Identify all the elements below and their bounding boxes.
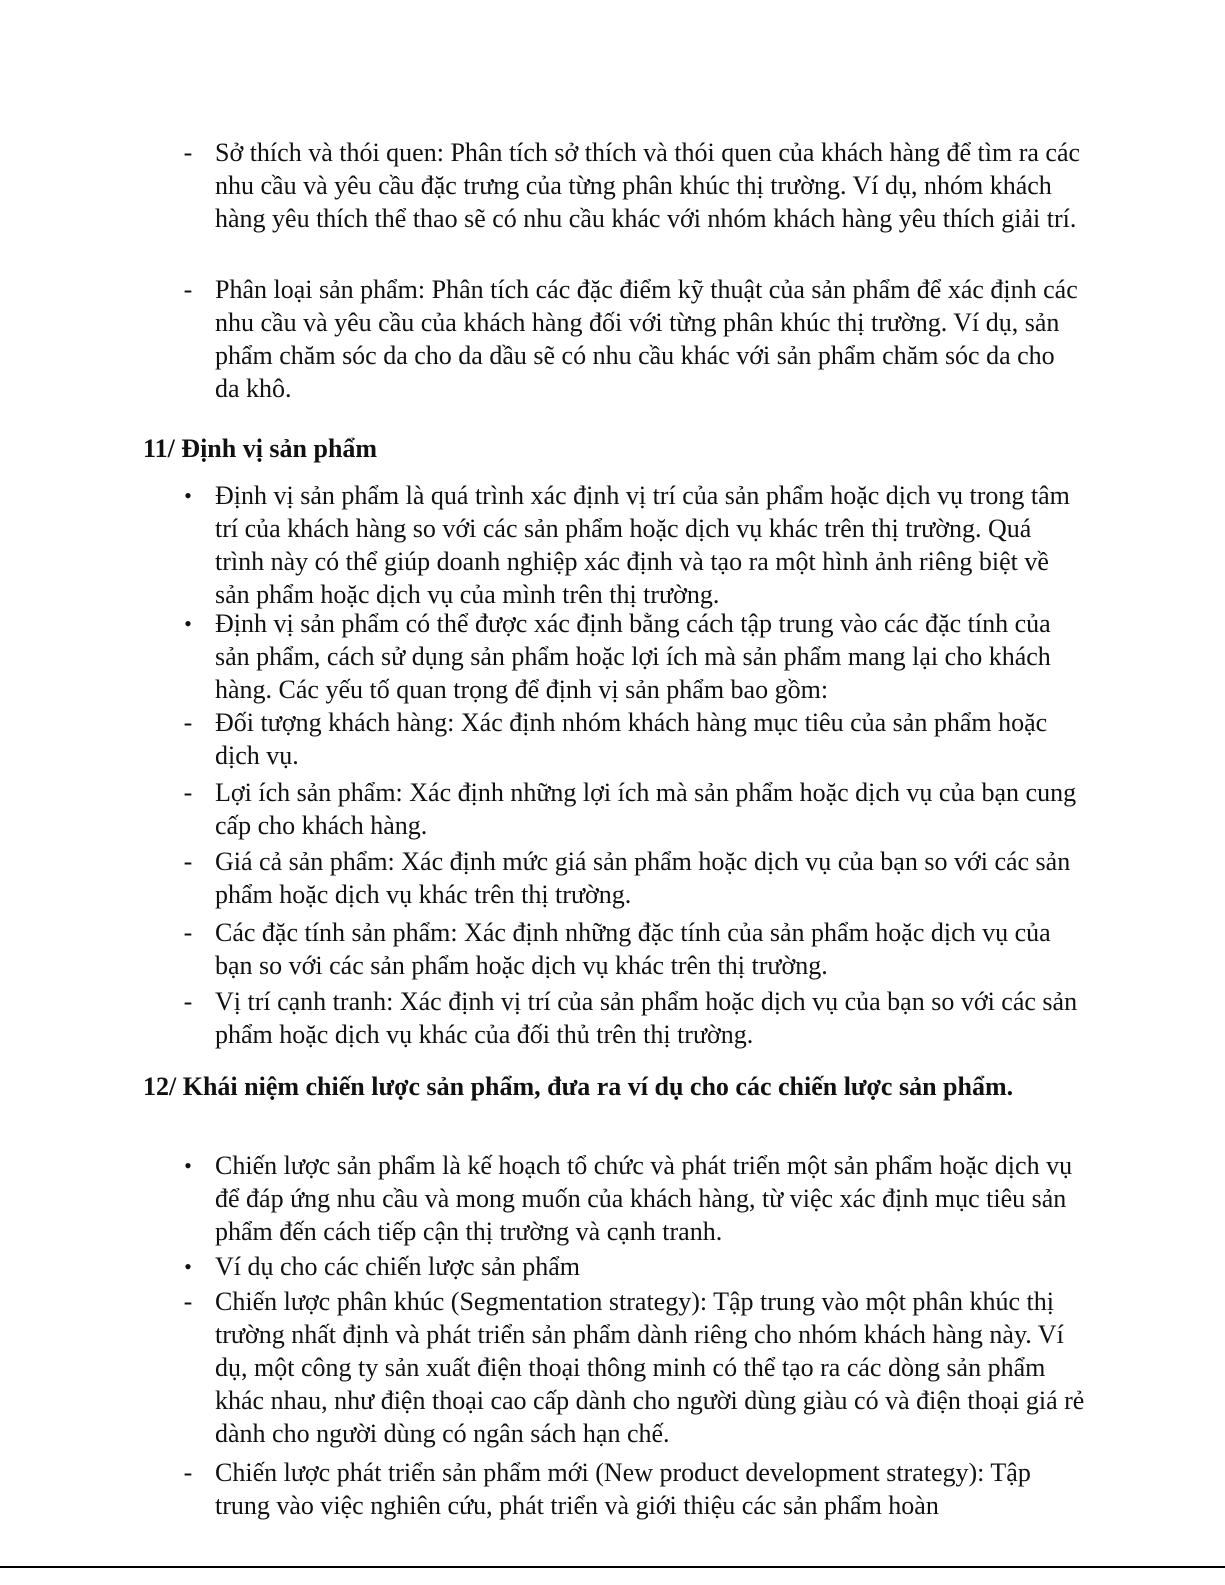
list-item	[183, 985, 1085, 1051]
list-item	[184, 1149, 1085, 1248]
list-item	[184, 1250, 1085, 1283]
list-item-text: Định vị sản phẩm có thể được xác định bằng cách tập trung vào các đặc tính của sản phẩm, cách sử dụng sản phẩm hoặc lợi ích mà sản phẩm mang lại cho khách hàng. Các yếu tố quan trọng để định vị sản phẩm bao gồm:	[215, 609, 1051, 704]
list-item	[183, 1456, 1085, 1522]
list-item	[184, 607, 1085, 706]
section-heading-12: 12/ Khái niệm chiến lược sản phẩm, đưa ra ví dụ cho các chiến lược sản phẩm.	[143, 1072, 1014, 1101]
dash-marker: -	[183, 918, 193, 947]
list-item	[183, 845, 1085, 911]
dash-marker: -	[183, 708, 193, 737]
dash-marker: -	[183, 987, 193, 1016]
list-item-text: Phân loại sản phẩm: Phân tích các đặc điểm kỹ thuật của sản phẩm để xác định các nhu cầu và yêu cầu của khách hàng đối với từng phân khúc thị trường. Ví dụ, sản phẩm chăm sóc da cho da dầu sẽ có nhu cầu khác với sản phẩm chăm sóc da cho da khô.	[215, 275, 1078, 403]
section-heading-11: 11/ Định vị sản phẩm	[143, 434, 378, 463]
list-item-text: Định vị sản phẩm là quá trình xác định vị trí của sản phẩm hoặc dịch vụ trong tâm trí của khách hàng so với các sản phẩm hoặc dịch vụ khác trên thị trường. Quá trình này có thể giúp doanh nghiệp xác định và tạo ra một hình ảnh riêng biệt về sản phẩm hoặc dịch vụ của mình trên thị trường.	[215, 481, 1070, 609]
page-bottom-border	[0, 1566, 1225, 1568]
dash-marker: -	[183, 138, 193, 167]
list-item-text: Đối tượng khách hàng: Xác định nhóm khách hàng mục tiêu của sản phẩm hoặc dịch vụ.	[215, 708, 1048, 770]
dash-marker: -	[183, 275, 193, 304]
bullet-marker: •	[184, 611, 192, 636]
list-item-text: Giá cả sản phẩm: Xác định mức giá sản phẩm hoặc dịch vụ của bạn so với các sản phẩm hoặc dịch vụ khác trên thị trường.	[215, 847, 1071, 909]
list-item-text: Chiến lược sản phẩm là kế hoạch tổ chức và phát triển một sản phẩm hoặc dịch vụ để đáp ứng nhu cầu và mong muốn của khách hàng, từ việc xác định mục tiêu sản phẩm đến cách tiếp cận thị trường và cạnh tranh.	[215, 1151, 1073, 1246]
list-item-text: Các đặc tính sản phẩm: Xác định những đặc tính của sản phẩm hoặc dịch vụ của bạn so với các sản phẩm hoặc dịch vụ khác trên thị trường.	[215, 918, 1051, 980]
list-item-text: Chiến lược phân khúc (Segmentation strategy): Tập trung vào một phân khúc thị trường nhất định và phát triển sản phẩm dành riêng cho nhóm khách hàng này. Ví dụ, một công ty sản xuất điện thoại thông minh có thể tạo ra các dòng sản phẩm khác nhau, như điện thoại cao cấp dành cho người dùng giàu có và điện thoại giá rẻ dành cho người dùng có ngân sách hạn chế.	[215, 1287, 1085, 1448]
list-item	[183, 1285, 1085, 1450]
list-item	[183, 136, 1085, 235]
list-item-text: Chiến lược phát triển sản phẩm mới (New product development strategy): Tập trung vào việc nghiên cứu, phát triển và giới thiệu các sản phẩm hoàn	[215, 1458, 1031, 1520]
list-item-text: Lợi ích sản phẩm: Xác định những lợi ích mà sản phẩm hoặc dịch vụ của bạn cung cấp cho khách hàng.	[215, 778, 1077, 840]
list-item-text: Vị trí cạnh tranh: Xác định vị trí của sản phẩm hoặc dịch vụ của bạn so với các sản phẩm hoặc dịch vụ khác của đối thủ trên thị trường.	[215, 987, 1078, 1049]
list-item	[183, 776, 1085, 842]
dash-marker: -	[183, 847, 193, 876]
bullet-marker: •	[184, 1254, 192, 1279]
list-item	[184, 479, 1085, 611]
list-item-text: Sở thích và thói quen: Phân tích sở thích và thói quen của khách hàng để tìm ra các nhu cầu và yêu cầu đặc trưng của từng phân khúc thị trường. Ví dụ, nhóm khách hàng yêu thích thể thao sẽ có nhu cầu khác với nhóm khách hàng yêu thích giải trí.	[215, 138, 1081, 233]
list-item	[183, 706, 1085, 772]
bullet-marker: •	[184, 483, 192, 508]
list-item	[183, 273, 1085, 405]
list-item	[183, 916, 1085, 982]
list-item-text: Ví dụ cho các chiến lược sản phẩm	[215, 1252, 580, 1281]
bullet-marker: •	[184, 1153, 192, 1178]
dash-marker: -	[183, 1458, 193, 1487]
dash-marker: -	[183, 778, 193, 807]
dash-marker: -	[183, 1287, 193, 1316]
